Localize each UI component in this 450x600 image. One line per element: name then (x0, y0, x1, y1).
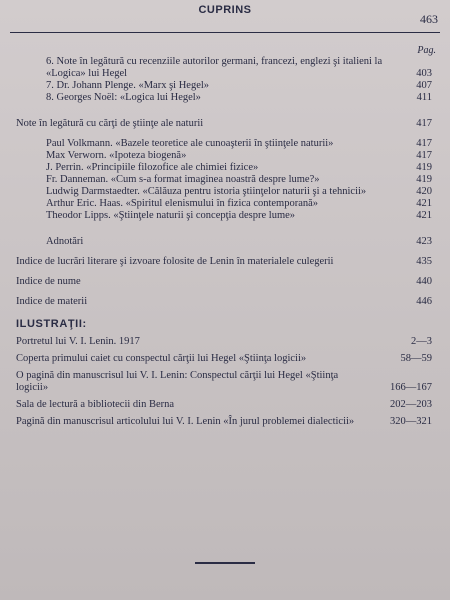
toc-entry-text: Adnotări (46, 236, 84, 247)
illustration-text: O pagină din manuscrisul lui V. I. Lenin: Conspectul cărţii lui Hegel «Ştiinţa logicii» (16, 370, 339, 393)
toc-entry (16, 92, 436, 104)
toc-entry-text: Note în legătură cu cărţi de ştiinţe ale naturii (16, 118, 204, 129)
toc-entry (16, 80, 436, 92)
illustration-entry (16, 416, 436, 428)
toc-entry-text: J. Perrin. «Principiile filozofice ale chimiei fizice» (46, 162, 259, 173)
illustration-text: Pagină din manuscrisul articolului lui V. I. Lenin «În jurul problemei dialecticii» (16, 416, 355, 427)
page-header (0, 0, 450, 34)
illustration-pages: 166—167 (390, 382, 432, 393)
toc-entry (16, 150, 436, 162)
footer-divider (195, 562, 255, 564)
toc-entry-text: Indice de nume (16, 276, 81, 287)
toc-entry-page: 435 (416, 256, 432, 267)
illustration-entry (16, 336, 436, 348)
toc-entry-text: Ludwig Darmstaedter. «Călăuza pentru istoria ştiinţelor naturii şi a tehnicii» (46, 186, 367, 197)
toc-entry-page: 403 (416, 68, 432, 79)
toc-entry-page: 420 (416, 186, 432, 197)
table-of-contents (16, 56, 436, 428)
toc-entry (16, 162, 436, 174)
toc-entry (16, 198, 436, 210)
toc-entry (16, 174, 436, 186)
toc-entry-text: 8. Georges Noël: «Logica lui Hegel» (46, 92, 201, 103)
toc-entry-text: Fr. Danneman. «Cum s-a format imaginea noastră despre lume?» (46, 174, 320, 185)
toc-entry-page: 421 (416, 198, 432, 209)
page-title: CUPRINS (198, 4, 252, 16)
illustration-entry (16, 353, 436, 365)
toc-entry-text: 7. Dr. Johann Plenge. «Marx şi Hegel» (46, 80, 210, 91)
illustration-text: Coperta primului caiet cu conspectul cărţii lui Hegel «Ştiinţa logicii» (16, 353, 307, 364)
toc-entry (16, 186, 436, 198)
toc-entry-page: 407 (416, 80, 432, 91)
page-number: 463 (420, 12, 438, 26)
toc-entry-page: 421 (416, 210, 432, 221)
illustration-pages: 58—59 (400, 353, 432, 364)
toc-entry-page: 417 (416, 118, 432, 129)
toc-entry-text: Indice de materii (16, 296, 88, 307)
toc-entry-page: 446 (416, 296, 432, 307)
toc-entry-text: Paul Volkmann. «Bazele teoretice ale cunoaşterii în ştiinţele naturii» (46, 138, 334, 149)
toc-entry (16, 256, 436, 268)
illustration-pages: 320—321 (390, 416, 432, 427)
toc-entry-text: Theodor Lipps. «Ştiinţele naturii şi concepţia despre lume» (46, 210, 296, 221)
toc-entry-page: 423 (416, 236, 432, 247)
toc-entry (16, 276, 436, 288)
illustrations-heading: ILUSTRAŢII: (16, 318, 87, 330)
illustration-text: Sala de lectură a bibliotecii din Berna (16, 399, 175, 410)
toc-entry-text: Indice de lucrări literare şi izvoare folosite de Lenin în materialele culegerii (16, 256, 334, 267)
toc-entry (16, 236, 436, 248)
toc-entry (16, 210, 436, 222)
illustration-entry (16, 370, 436, 394)
illustration-pages: 2—3 (411, 336, 432, 347)
toc-entry (16, 56, 436, 80)
toc-entry-page: 417 (416, 150, 432, 161)
illustration-pages: 202—203 (390, 399, 432, 410)
page-column-label: Pag. (417, 45, 436, 56)
toc-entry-page: 419 (416, 174, 432, 185)
toc-entry-text: Max Verworn. «Ipoteza biogenă» (46, 150, 187, 161)
toc-entry-page: 440 (416, 276, 432, 287)
toc-entry (16, 138, 436, 150)
toc-entry-text: Arthur Eric. Haas. «Spiritul elenismului în fizica contemporană» (46, 198, 319, 209)
toc-entry-page: 417 (416, 138, 432, 149)
toc-entry-page: 419 (416, 162, 432, 173)
toc-entry-text: 6. Note în legătură cu recenziile autorilor germani, francezi, englezi şi italieni la «Logica» lui Hegel (46, 56, 383, 79)
toc-entry (16, 296, 436, 308)
toc-entry (16, 118, 436, 130)
illustration-entry (16, 399, 436, 411)
illustration-text: Portretul lui V. I. Lenin. 1917 (16, 336, 140, 347)
header-divider (10, 32, 440, 33)
toc-entry-page: 411 (416, 92, 432, 103)
